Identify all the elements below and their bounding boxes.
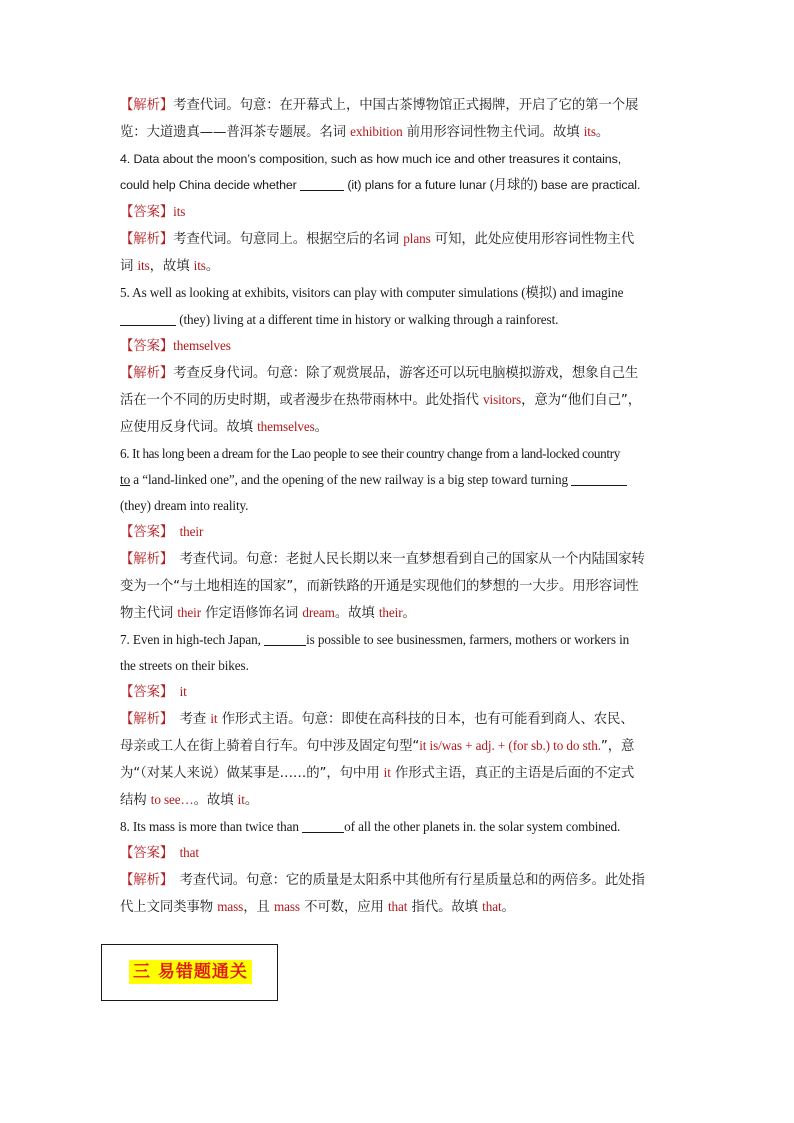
analysis-label: 【解析】	[120, 552, 174, 567]
q5-question-line-1: 5. As well as looking at exhibits, visitors can play with computer simulations (模拟) and imagine	[120, 285, 624, 301]
q7-analysis-line-3: 为“（对某人来说）做某事是……的”，句中用 it 作形式主语，真正的主语是后面的不定式	[120, 765, 635, 781]
q6-question-line-2: to a “land-linked one”, and the opening of the new railway is a big step toward turning	[120, 467, 676, 493]
q4-analysis-line-2: 词 its，故填 its。	[120, 258, 220, 274]
q7-answer-line	[120, 679, 676, 706]
section-heading: 三 易错题通关	[129, 960, 252, 984]
q5-answer-line	[120, 333, 676, 360]
q8-answer: that	[179, 845, 199, 860]
q4-answer: its	[173, 204, 186, 219]
q7-answer: it	[179, 684, 187, 699]
q6-analysis-line-1: 【解析】 考查代词。句意：老挝人民长期以来一直梦想看到自己的国家从一个内陆国家转	[120, 552, 645, 567]
q8-answer-line	[120, 840, 676, 867]
analysis-label: 【解析】	[120, 712, 174, 727]
q5-analysis-line-2: 活在一个不同的历史时期，或者漫步在热带雨林中。此处指代 visitors，意为“他们自己”，	[120, 392, 642, 408]
answer-label: 【答案】	[120, 846, 174, 861]
analysis-label: 【解析】	[120, 232, 174, 247]
q3-analysis-line-2: 览：大道遗真——普洱茶专题展。名词 exhibition 前用形容词性物主代词。故填 its。	[120, 124, 610, 140]
answer-label: 【答案】	[120, 685, 174, 700]
q7-question-line-2: the streets on their bikes.	[120, 658, 249, 673]
q6-question-line-3: (they) dream into reality.	[120, 498, 249, 513]
answer-blank	[300, 176, 344, 191]
q5-analysis-line-1: 【解析】考查反身代词。句意：除了观赏展品，游客还可以玩电脑模拟游戏，想象自己生	[120, 366, 639, 381]
q6-analysis-line-2: 变为一个“与土地相连的国家”，而新铁路的开通是实现他们的梦想的一大步。用形容词性	[120, 579, 639, 594]
q7-question-line-1: 7. Even in high-tech Japan, is possible to see businessmen, farmers, mothers or workers in	[120, 632, 630, 647]
q7-analysis-line-4: 结构 to see…。故填 it。	[120, 792, 259, 808]
q6-question-line-1: 6. It has long been a dream for the Lao people to see their country change from a land-locked country	[120, 446, 621, 461]
q6-answer-line	[120, 519, 676, 546]
q8-analysis-line-2: 代上文同类事物 mass，且 mass 不可数，应用 that 指代。故填 that。	[120, 899, 515, 915]
answer-label: 【答案】	[120, 205, 174, 220]
answer-blank	[120, 311, 176, 326]
q5-answer: themselves	[173, 338, 231, 353]
answer-label: 【答案】	[120, 525, 174, 540]
q6-analysis-line-3: 物主代词 their 作定语修饰名词 dream。故填 their。	[120, 605, 416, 621]
answer-blank	[302, 818, 344, 833]
document-content	[120, 92, 676, 921]
answer-blank	[264, 631, 306, 646]
analysis-label: 【解析】	[120, 873, 174, 888]
q5-analysis-line-3: 应使用反身代词。故填 themselves。	[120, 419, 328, 435]
q4-analysis-line-1: 【解析】考查代词。句意同上。根据空后的名词 plans 可知，此处应使用形容词性物主代	[120, 231, 635, 247]
analysis-label: 【解析】	[120, 98, 174, 113]
q4-answer-line	[120, 199, 676, 226]
analysis-label: 【解析】	[120, 366, 174, 381]
q7-analysis-line-2: 母亲或工人在街上骑着自行车。句中涉及固定句型“it is/was + adj. + (for sb.) to do sth.”，意	[120, 738, 635, 754]
q4-question-line-2: could help China decide whether (it) plans for a future lunar (月球的) base are practical.	[120, 178, 641, 193]
q5-question-line-2: (they) living at a different time in history or walking through a rainforest.	[120, 307, 676, 333]
q8-analysis-line-1: 【解析】 考查代词。句意：它的质量是太阳系中其他所有行星质量总和的两倍多。此处指	[120, 873, 645, 888]
q3-analysis-line-1: 【解析】考查代词。句意：在开幕式上，中国古茶博物馆正式揭牌，开启了它的第一个展	[120, 98, 639, 113]
q7-analysis-line-1: 【解析】 考查 it 作形式主语。句意：即使在高科技的日本，也有可能看到商人、农民、	[120, 711, 634, 727]
q4-question-line-1: 4. Data about the moon’s composition, such as how much ice and other treasures it contains,	[120, 152, 622, 166]
q6-answer: their	[179, 524, 204, 539]
answer-label: 【答案】	[120, 339, 174, 354]
q8-question-line-1: 8. Its mass is more than twice than of all the other planets in. the solar system combined.	[120, 819, 621, 834]
answer-blank	[571, 471, 627, 486]
